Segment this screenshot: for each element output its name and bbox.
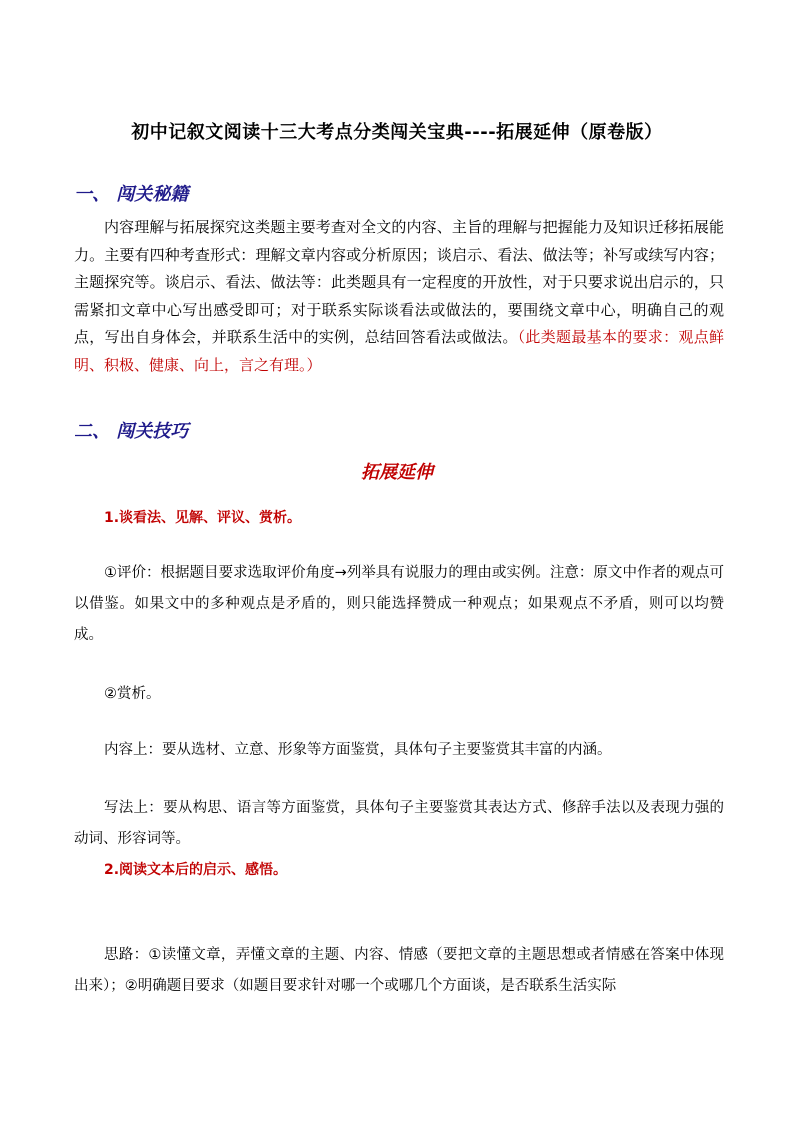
paragraph-writing: 写法上：要从构思、语言等方面鉴赏，具体句子主要鉴赏其表达方式、修辞手法以及表现力强的动词、形容词等。 bbox=[74, 800, 724, 847]
paragraph-approach: 思路：①读懂文章，弄懂文章的主题、内容、情感（要把文章的主题思想或者情感在答案中体现出来）；②明确题目要求（如题目要求针对哪一个或哪几个方面谈，是否联系生活实际 bbox=[74, 947, 724, 994]
paragraph-content: 内容上：要从选材、立意、形象等方面鉴赏，具体句子主要鉴赏其丰富的内涵。 bbox=[104, 742, 612, 758]
topic-heading: 拓展延伸 bbox=[361, 462, 433, 483]
section-heading-secrets: 一、 闯关秘籍 bbox=[74, 184, 189, 205]
document-title: 初中记叙文阅读十三大考点分类闯关宝典----拓展延伸（原卷版） bbox=[131, 122, 663, 143]
paragraph-appreciation: ②赏析。 bbox=[104, 686, 161, 702]
intro-paragraph bbox=[74, 214, 724, 380]
intro-body: 内容理解与拓展探究这类题主要考查对全文的内容、主旨的理解与把握能力及知识迁移拓展能力。主要有四种考查形式：理解文章内容或分析原因；谈启示、看法、做法等；补写或续写内容；主题探究等。谈启示、看法、做法等：此类题具有一定程度的开放性，对于只要求说出启示的，只需紧扣文章中心写出感受即可；对于联系实际谈看法或做法的，要围绕文章中心，明确自己的观点，写出自身体会，并联系生活中的实例，总结回答看法或做法。 bbox=[74, 218, 724, 347]
subheading-opinion: 1.谈看法、见解、评议、赏析。 bbox=[104, 510, 302, 526]
paragraph-evaluation: ①评价：根据题目要求选取评价角度→列举具有说服力的理由或实例。注意：原文中作者的观点可以借鉴。如果文中的多种观点是矛盾的，则只能选择赞成一种观点；如果观点不矛盾，则可以均赞成。 bbox=[74, 565, 724, 643]
intro-note: （此类题最基本的要求：观点鲜明、积极、健康、向上，言之有理。） bbox=[74, 328, 724, 374]
section-heading-skills: 二、 闯关技巧 bbox=[74, 421, 189, 442]
subheading-insight: 2.阅读文本后的启示、感悟。 bbox=[104, 862, 288, 878]
